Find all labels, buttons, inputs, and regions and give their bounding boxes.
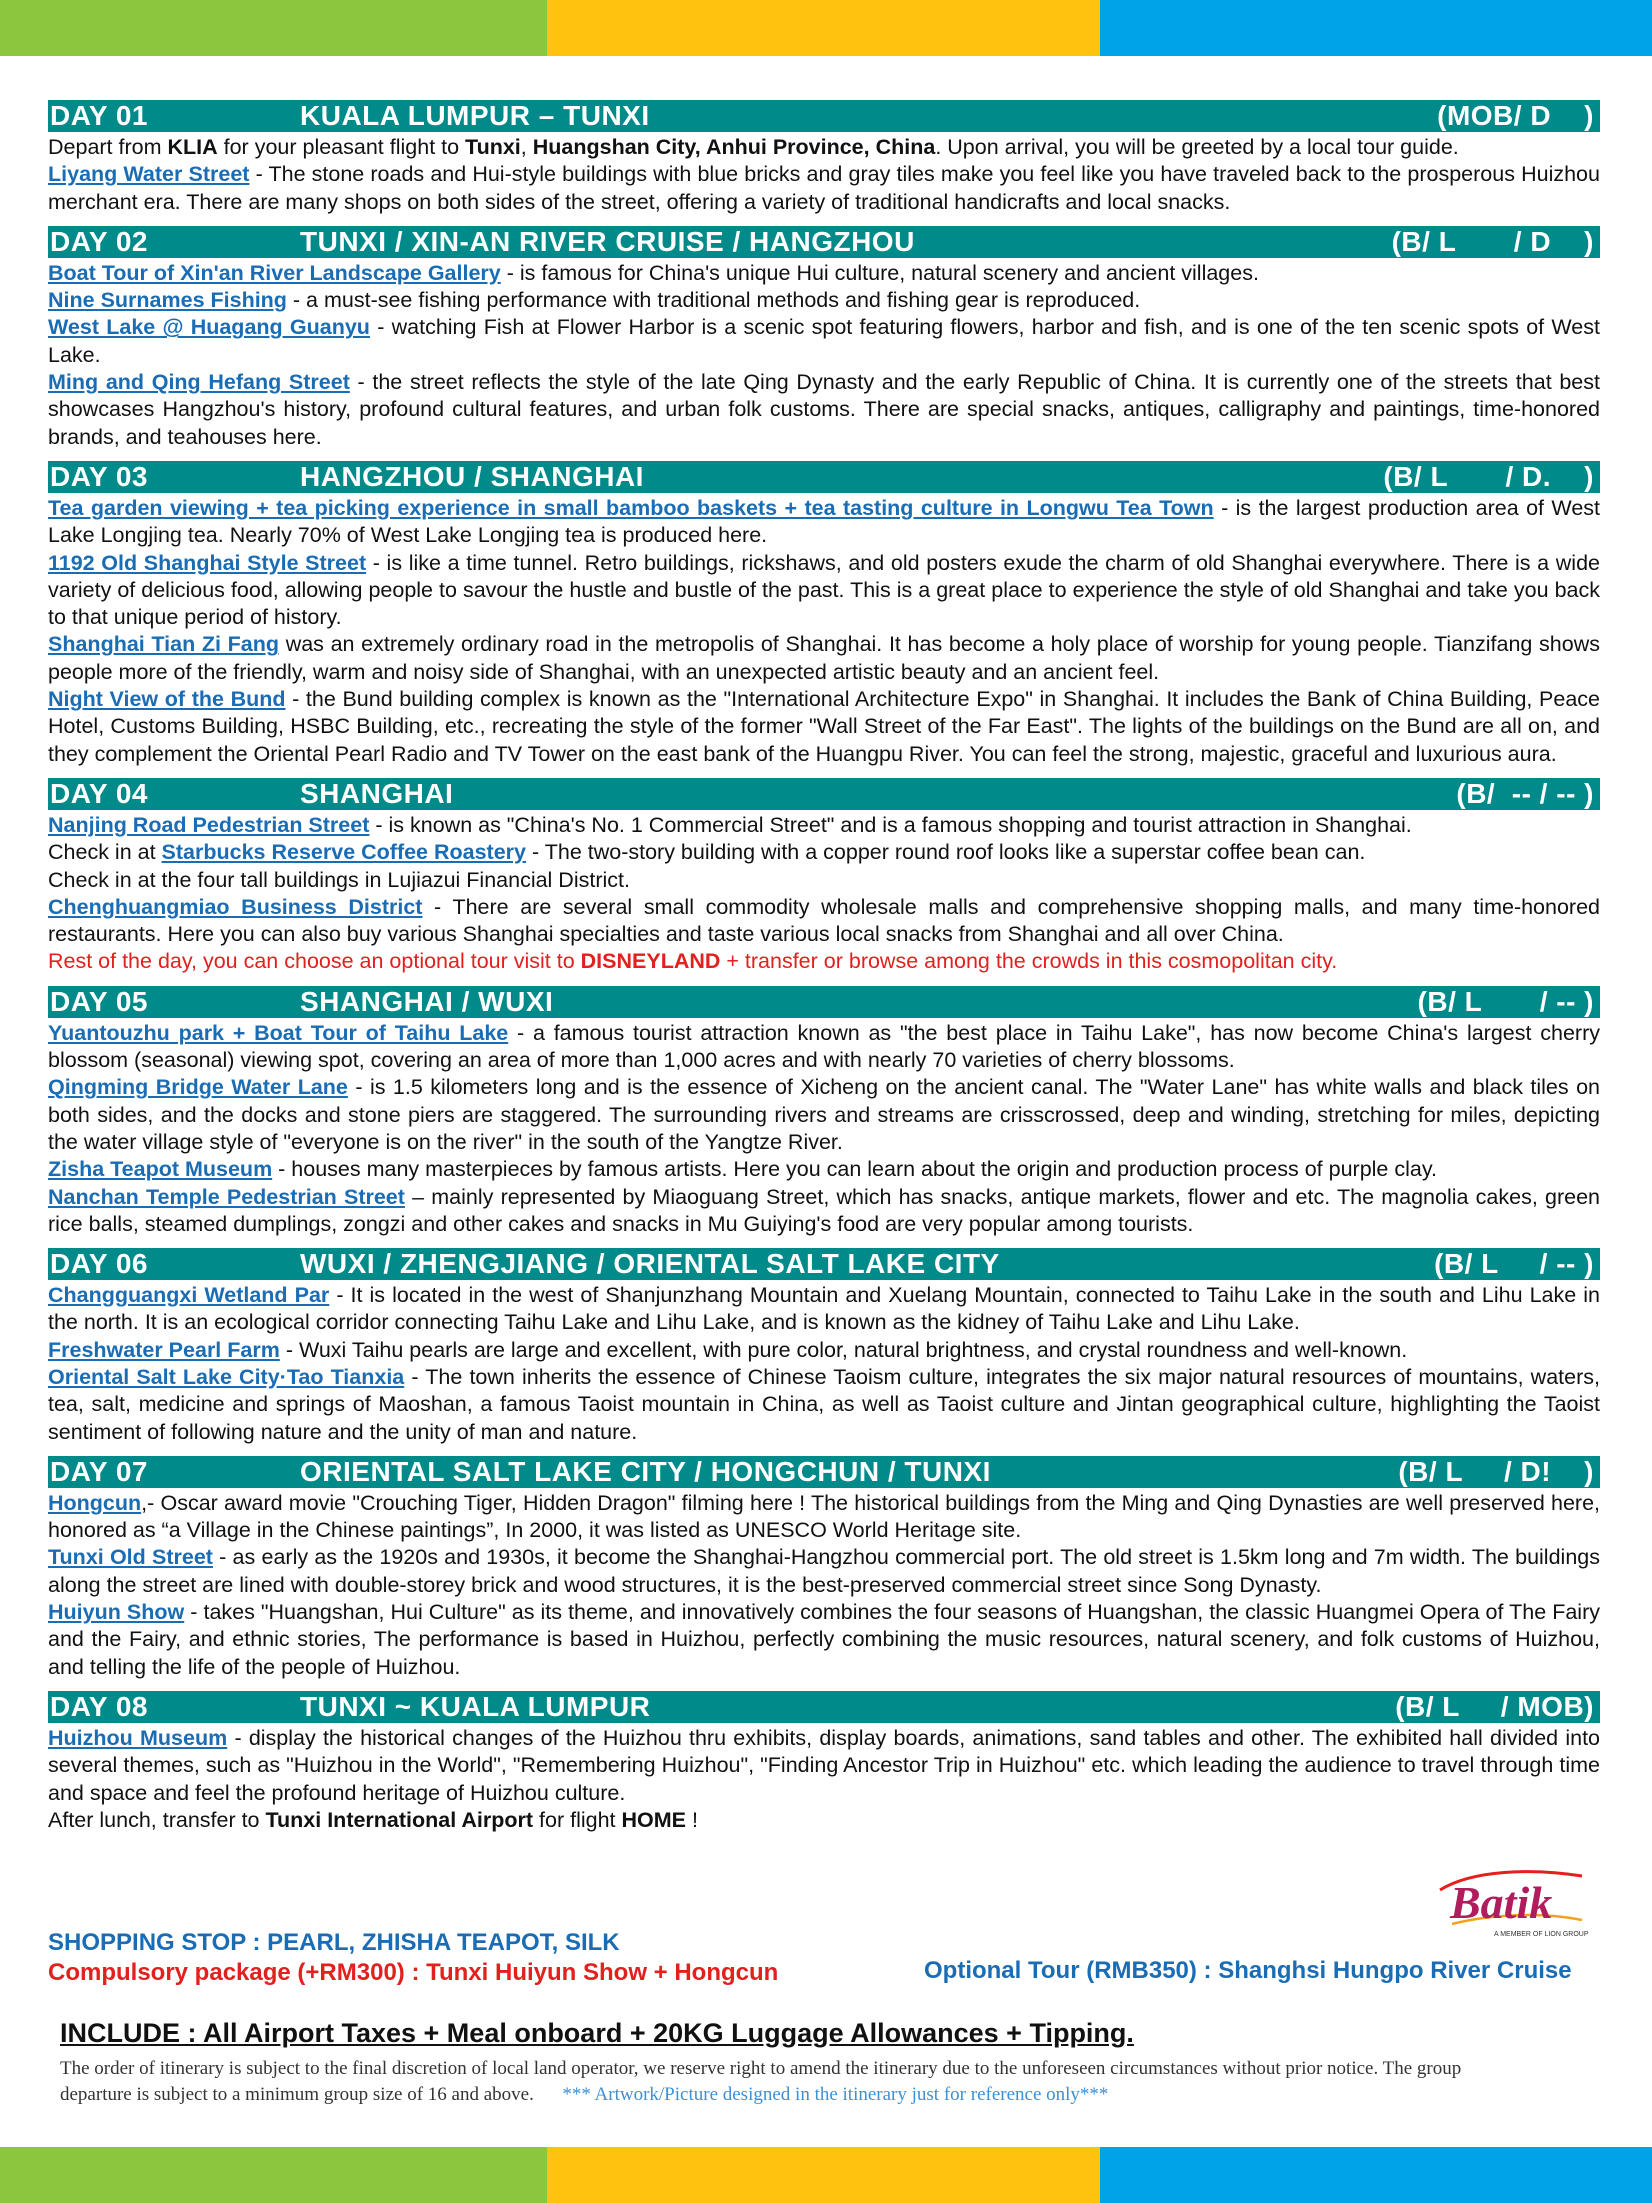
stripe-green [0, 2147, 547, 2203]
day-number: DAY 03 [50, 460, 148, 492]
day-paragraph [48, 1544, 1600, 1599]
body-text: - houses many masterpieces by famous artists. Here you can learn about the origin and production process of purple clay. [272, 1157, 1437, 1182]
day-header [48, 100, 1600, 132]
day-paragraph [48, 369, 1600, 451]
optional-tour: Optional Tour (RMB350) : Shanghsi Hungpo River Cruise [924, 1957, 1572, 1984]
body-text: - watching Fish at Flower Harbor is a scenic spot featuring flowers, harbor and fish, and is one of the ten scenic spots of West Lake. [48, 315, 1600, 367]
day-header [48, 461, 1600, 493]
day-number: DAY 04 [50, 777, 148, 809]
day-section [48, 778, 1600, 976]
day-paragraph [48, 1337, 1600, 1364]
day-paragraph [48, 550, 1600, 632]
attraction-link[interactable]: Nanjing Road Pedestrian Street [48, 812, 370, 837]
day-paragraph [48, 1725, 1600, 1807]
body-text: ,- Oscar award movie "Crouching Tiger, Hidden Dragon" filming here ! The historical buildings from the Ming and Qing Dynasties are well preserved here, honored as “a Village in the Chinese paintings”, In 2000, it was listed as UNESCO World Heritage site. [48, 1490, 1600, 1543]
body-text: for flight [533, 1807, 622, 1832]
day-route-title: TUNXI / XIN-AN RIVER CRUISE / HANGZHOU [300, 225, 915, 257]
attraction-link[interactable]: Tunxi Old Street [48, 1545, 213, 1570]
day-section [48, 986, 1600, 1238]
body-text: - There are several small commodity wholesale malls and comprehensive shopping malls, and many time-honored restaurants. Here you can also buy various Shanghai specialties and taste various local snacks from Shanghai and all over China. [48, 894, 1601, 947]
bold-text: Tunxi International Airport [265, 1807, 534, 1832]
day-description [48, 495, 1600, 768]
body-text: - a must-see fishing performance with traditional methods and fishing gear is reproduced. [286, 288, 1141, 313]
attraction-link[interactable]: Tea garden viewing + tea picking experience in small bamboo baskets + tea tasting culture in Longwu Tea Town [48, 495, 1214, 520]
footer [48, 1928, 1608, 1988]
attraction-link[interactable]: Yuantouzhu park + Boat Tour of Taihu Lake [48, 1020, 509, 1045]
day-paragraph [48, 314, 1600, 369]
day-description [48, 260, 1600, 451]
bold-text: Huangshan City, Anhui Province, China [532, 135, 936, 159]
attraction-link[interactable]: Ming and Qing Hefang Street [48, 370, 350, 395]
top-color-stripes [0, 0, 1652, 56]
body-text: + transfer or browse among the crowds in this cosmopolitan city. [720, 949, 1338, 974]
attraction-link[interactable]: Nanchan Temple Pedestrian Street [48, 1184, 405, 1209]
body-text: ! [686, 1807, 698, 1832]
attraction-link[interactable]: Chenghuangmiao Business District [48, 894, 423, 919]
day-meals: (MOB/ D ) [1437, 100, 1594, 131]
body-text: - is like a time tunnel. Retro buildings, rickshaws, and old posters exude the charm of old Shanghai everywhere. There is a wide variety of delicious food, allowing people to savour the hustle and bustle of the past. This is a great place to experience the style of old Shanghai and take you back to that unique period of history. [48, 550, 1600, 630]
day-description [48, 1282, 1600, 1446]
logo-brand-text: Batik [1450, 1877, 1553, 1928]
day-paragraph [48, 1282, 1600, 1337]
attraction-link[interactable]: Starbucks Reserve Coffee Roastery [161, 840, 527, 865]
day-route-title: KUALA LUMPUR – TUNXI [300, 100, 650, 131]
stripe-green [0, 0, 547, 56]
compulsory-package: Compulsory package (+RM300) : Tunxi Huiyun Show + Hongcun [48, 1959, 779, 1986]
day-paragraph [48, 839, 1600, 866]
body-text: Check in at the four tall buildings in Lujiazui Financial District. [48, 867, 630, 892]
day-route-title: SHANGHAI / WUXI [300, 985, 554, 1017]
day-paragraph [48, 495, 1600, 550]
body-text: for your pleasant flight to [217, 135, 466, 159]
day-paragraph [48, 161, 1600, 216]
attraction-link[interactable]: Night View of the Bund [48, 687, 286, 712]
day-meals: (B/ L / D ) [1391, 225, 1594, 257]
bold-text: HOME [621, 1807, 686, 1832]
body-text: – mainly represented by Miaoguang Street, which has snacks, antique markets, flower and etc. The magnolia cakes, green rice balls, steamed dumplings, zongzi and other cakes and snacks in Mu Guiying's food are very popular among tourists. [48, 1184, 1600, 1236]
day-paragraph [48, 686, 1600, 768]
day-route-title: ORIENTAL SALT LAKE CITY / HONGCHUN / TUNXI [300, 1455, 991, 1487]
day-description [48, 1490, 1600, 1681]
day-paragraph [48, 1156, 1600, 1183]
bold-text: Tunxi [465, 135, 521, 159]
disclaimer-note [60, 2056, 1490, 2108]
day-paragraph [48, 260, 1600, 287]
attraction-link[interactable]: Hongcun [48, 1490, 142, 1515]
day-route-title: SHANGHAI [300, 777, 454, 809]
stripe-yellow [547, 0, 1100, 56]
body-text: - is known as "China's No. 1 Commercial Street" and is a famous shopping and tourist attraction in Shanghai. [369, 812, 1412, 837]
day-number: DAY 08 [50, 1690, 148, 1722]
day-paragraph [48, 1599, 1600, 1681]
body-text: - Wuxi Taihu pearls are large and excellent, with pure color, natural brightness, and crystal roundness and well-known. [279, 1337, 1408, 1362]
day-header [48, 1456, 1600, 1488]
attraction-link[interactable]: Huizhou Museum [48, 1725, 228, 1750]
day-paragraph [48, 894, 1600, 949]
batik-logo [1432, 1862, 1598, 1942]
day-paragraph [48, 948, 1600, 975]
day-header [48, 1691, 1600, 1723]
attraction-link[interactable]: West Lake @ Huagang Guanyu [48, 315, 370, 340]
day-paragraph [48, 867, 1600, 894]
day-paragraph [48, 287, 1600, 314]
day-paragraph [48, 134, 1600, 161]
day-paragraph [48, 1807, 1600, 1834]
body-text: Rest of the day, you can choose an optional tour visit to [48, 949, 581, 974]
day-section [48, 1691, 1600, 1834]
attraction-link[interactable]: Zisha Teapot Museum [48, 1157, 273, 1182]
body-text: - is 1.5 kilometers long and is the essence of Xicheng on the ancient canal. The "Water Lane" has white walls and black tiles on both sides, and the docks and stone piers are staggered. The surrounding rivers and streams are crisscrossed, deep and winding, stretching for miles, depicting the water village style of "everyone is on the river" in the south of the Yangtze River. [48, 1075, 1601, 1154]
day-description [48, 1725, 1600, 1834]
attraction-link[interactable]: Boat Tour of Xin'an River Landscape Gallery [48, 260, 501, 285]
day-meals: (B/ L / D. ) [1383, 460, 1594, 492]
body-text: - the Bund building complex is known as the "International Architecture Expo" in Shanghai. It includes the Bank of China Building, Peace Hotel, Customs Building, HSBC Building, etc., recreating the style of the former "Wall Street of the Far East". The lights of the buildings on the Bund are all on, and they complement the Oriental Pearl Radio and TV Tower on the east bank of the Huangpu River. You can feel the strong, majestic, graceful and luxurious aura. [48, 687, 1600, 766]
day-section [48, 100, 1600, 216]
body-text: After lunch, transfer to [48, 1807, 266, 1832]
body-text: - It is located in the west of Shanjunzhang Mountain and Xuelang Mountain, connected to Taihu Lake in the south and Lihu Lake in the north. It is an ecological corridor connecting Taihu Lake and Lihu Lake, and is known as the kidney of Taihu Lake and Lihu Lake. [48, 1283, 1600, 1335]
day-route-title: WUXI / ZHENGJIANG / ORIENTAL SALT LAKE CITY [300, 1248, 1000, 1280]
bold-text: KLIA [167, 135, 218, 159]
body-text: - The town inherits the essence of Chinese Taoism culture, integrates the six major natural resources of mountains, waters, tea, salt, medicine and springs of Maoshan, a famous Taoist mountain in China, as well as Taoist culture and Jintan geographical culture, highlighting the Taoist sentiment of following nature and the unity of man and nature. [48, 1364, 1600, 1444]
day-header [48, 778, 1600, 810]
stripe-blue [1100, 2147, 1652, 2203]
day-meals: (B/ -- / -- ) [1456, 777, 1594, 809]
body-text: - takes "Huangshan, Hui Culture" as its theme, and innovatively combines the four seasons of Huangshan, the classic Huangmei Opera of The Fairy and the Fairy, and ethnic stories, The performance is based in Huizhou, perfectly combining the music resources, natural scenery, and folk customs of Huizhou, and telling the life of the people of Huizhou. [48, 1600, 1600, 1679]
day-header [48, 986, 1600, 1018]
day-paragraph [48, 1184, 1600, 1239]
body-text: was an extremely ordinary road in the metropolis of Shanghai. It has become a holy place of worship for young people. Tianzifang shows people more of the friendly, warm and noisy side of Shanghai, with an unexpected artistic beauty and an ancient feel. [48, 632, 1600, 684]
body-text: - a famous tourist attraction known as "the best place in Taihu Lake", has now become China's largest cherry blossom (seasonal) viewing spot, covering an area of more than 1,000 acres and with nearly 70 varieties of cherry blossoms. [48, 1020, 1600, 1073]
day-paragraph [48, 1020, 1600, 1075]
day-description [48, 812, 1600, 976]
body-text: , [520, 135, 533, 159]
day-paragraph [48, 812, 1600, 839]
day-paragraph [48, 631, 1600, 686]
day-meals: (B/ L / D! ) [1398, 1455, 1594, 1487]
body-text: - as early as the 1920s and 1930s, it become the Shanghai-Hangzhou commercial port. The old street is 1.5km long and 7m width. The buildings along the street are lined with double-storey brick and wood structures, it is the best-preserved commercial street since Song Dynasty. [48, 1545, 1600, 1597]
body-text: - The stone roads and Hui-style buildings with blue bricks and gray tiles make you feel like you have traveled back to the prosperous Huizhou merchant era. There are many shops on both sides of the street, offering a variety of traditional handicrafts and local snacks. [48, 162, 1600, 214]
body-text: - the street reflects the style of the late Qing Dynasty and the early Republic of China. It is currently one of the streets that best showcases Hangzhou's history, profound cultural features, and urban folk customs. There are special snacks, antiques, calligraphy and paintings, time-honored brands, and teahouses here. [48, 370, 1600, 449]
body-text: . Upon arrival, you will be greeted by a local tour guide. [935, 135, 1459, 159]
day-section [48, 1248, 1600, 1446]
reference-note: *** Artwork/Picture designed in the itinerary just for reference only*** [562, 2084, 1109, 2105]
attraction-link[interactable]: Shanghai Tian Zi Fang [48, 632, 280, 657]
stripe-blue [1100, 0, 1652, 56]
logo-tagline-text: A MEMBER OF LION GROUP [1494, 1931, 1589, 1938]
day-meals: (B/ L / -- ) [1434, 1248, 1594, 1280]
body-text: Check in at [48, 840, 162, 865]
body-text: - is the largest production area of West Lake Longjing tea. Nearly 70% of West Lake Longjing tea is produced here. [48, 495, 1600, 548]
day-meals: (B/ L / MOB) [1395, 1690, 1594, 1722]
attraction-link[interactable]: 1192 Old Shanghai Style Street [48, 550, 367, 575]
attraction-link[interactable]: Freshwater Pearl Farm [48, 1337, 280, 1362]
day-paragraph [48, 1074, 1600, 1156]
attraction-link[interactable]: Nine Surnames Fishing [48, 288, 287, 313]
attraction-link[interactable]: Oriental Salt Lake City·Tao Tianxia [48, 1364, 405, 1389]
body-text: - is famous for China's unique Hui culture, natural scenery and ancient villages. [500, 260, 1259, 285]
day-number: DAY 05 [50, 985, 148, 1017]
day-header [48, 226, 1600, 258]
body-text: - display the historical changes of the Huizhou thru exhibits, display boards, animations, sand tables and other. The exhibited hall divided into several themes, such as "Huizhou in the World", "Remembering Huizhou", "Finding Ancestor Trip in Huizhou" etc. which leading the audience to travel through time and space and feel the profound heritage of Huizhou culture. [48, 1725, 1601, 1805]
day-route-title: HANGZHOU / SHANGHAI [300, 460, 644, 492]
shopping-stop: SHOPPING STOP : PEARL, ZHISHA TEAPOT, SILK [48, 1929, 620, 1956]
day-route-title: TUNXI ~ KUALA LUMPUR [300, 1690, 651, 1722]
bold-text: DISNEYLAND [580, 949, 721, 974]
itinerary [48, 100, 1600, 1844]
day-number: DAY 07 [50, 1455, 148, 1487]
day-section [48, 1456, 1600, 1681]
day-section [48, 226, 1600, 451]
day-description [48, 1020, 1600, 1238]
include-line: INCLUDE : All Airport Taxes + Meal onboard + 20KG Luggage Allowances + Tipping. [60, 2018, 1134, 2048]
day-header [48, 1248, 1600, 1280]
day-meals: (B/ L / -- ) [1417, 985, 1594, 1017]
attraction-link[interactable]: Changguangxi Wetland Par [48, 1283, 330, 1308]
day-number: DAY 01 [50, 100, 148, 131]
stripe-yellow [547, 2147, 1100, 2203]
body-text: - The two-story building with a copper round roof looks like a superstar coffee bean can. [526, 840, 1366, 865]
disclaimer-text: The order of itinerary is subject to the final discretion of local land operator, we reserve right to amend the itinerary due to the unforeseen circumstances without prior notice. The group departure is subject to a minimum group size of 16 and above. [60, 2058, 1462, 2105]
day-number: DAY 06 [50, 1248, 148, 1280]
attraction-link[interactable]: Qingming Bridge Water Lane [48, 1075, 348, 1100]
attraction-link[interactable]: Liyang Water Street [48, 162, 250, 187]
attraction-link[interactable]: Huiyun Show [48, 1600, 185, 1625]
day-number: DAY 02 [50, 225, 148, 257]
bottom-color-stripes [0, 2147, 1652, 2203]
day-description [48, 134, 1600, 216]
day-paragraph [48, 1490, 1600, 1545]
day-section [48, 461, 1600, 768]
day-paragraph [48, 1364, 1600, 1446]
body-text: Depart from [48, 135, 168, 159]
